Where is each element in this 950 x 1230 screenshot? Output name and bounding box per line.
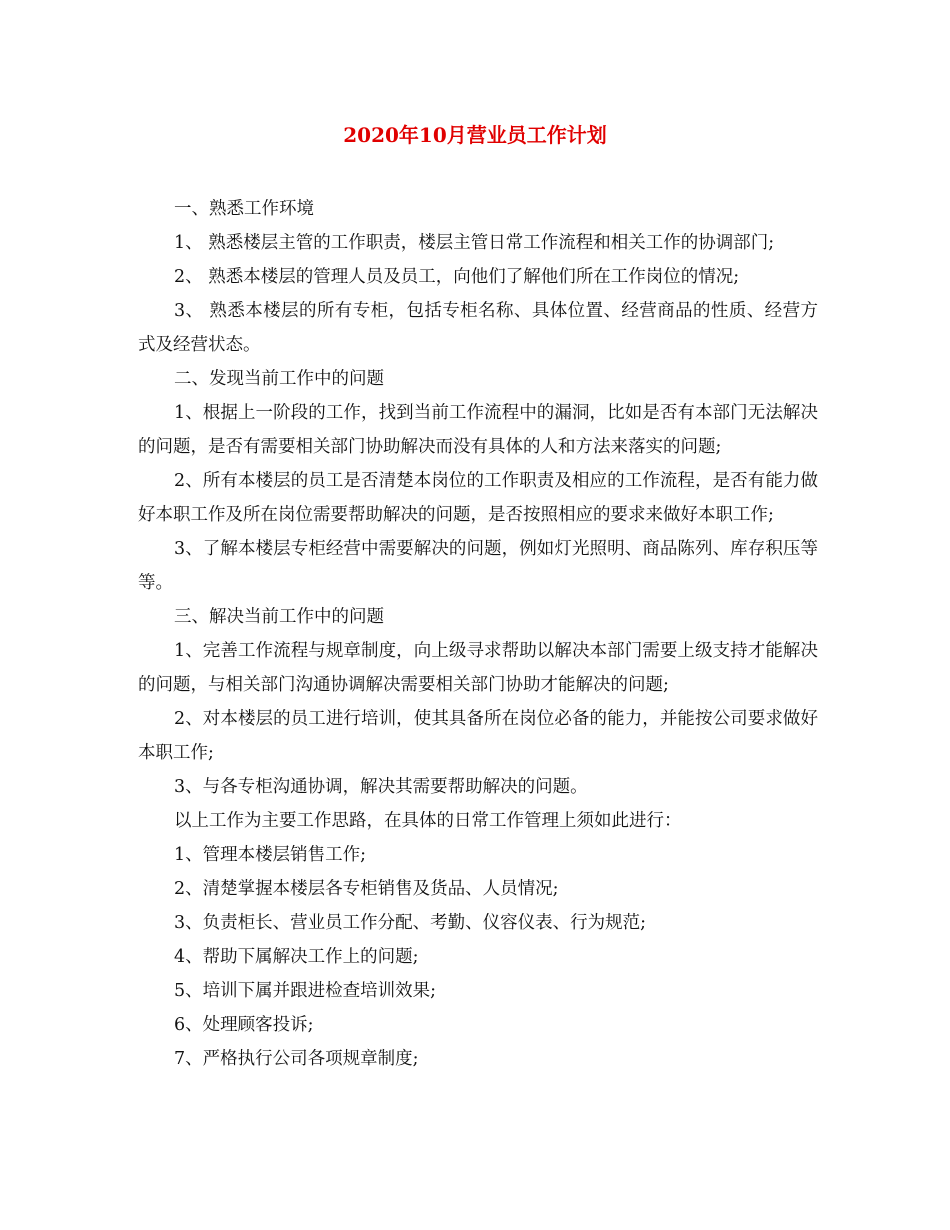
paragraph: 3、与各专柜沟通协调，解决其需要帮助解决的问题。 [174, 777, 588, 797]
paragraph: 1、完善工作流程与规章制度，向上级寻求帮助以解决本部门需要上级支持才能解决的问题，与相关部门沟通协调解决需要相关部门协助才能解决的问题; [138, 641, 818, 695]
list-item: 3、负责柜长、营业员工作分配、考勤、仪容仪表、行为规范; [174, 913, 647, 933]
paragraph: 3、了解本楼层专柜经营中需要解决的问题，例如灯光照明、商品陈列、库存积压等等。 [138, 539, 818, 593]
paragraph: 以上工作为主要工作思路，在具体的日常工作管理上须如此进行： [174, 811, 682, 831]
paragraph: 1、根据上一阶段的工作，找到当前工作流程中的漏洞，比如是否有本部门无法解决的问题，是否有需要相关部门协助解决而没有具体的人和方法来落实的问题; [138, 403, 818, 457]
list-item: 2、清楚掌握本楼层各专柜销售及货品、人员情况; [174, 879, 559, 899]
paragraph: 2、对本楼层的员工进行培训，使其具备所在岗位必备的能力，并能按公司要求做好本职工作; [138, 709, 818, 763]
list-item: 1、管理本楼层销售工作; [174, 845, 367, 865]
section-heading-1: 一、熟悉工作环境 [174, 199, 314, 219]
section-heading-2: 二、发现当前工作中的问题 [174, 369, 384, 389]
list-item: 6、处理顾客投诉; [174, 1015, 314, 1035]
list-item: 4、帮助下属解决工作上的问题; [174, 947, 419, 967]
list-item: 5、培训下属并跟进检查培训效果; [174, 981, 437, 1001]
paragraph: 2、 熟悉本楼层的管理人员及员工，向他们了解他们所在工作岗位的情况; [174, 267, 740, 287]
paragraph: 2、所有本楼层的员工是否清楚本岗位的工作职责及相应的工作流程，是否有能力做好本职工作及所在岗位需要帮助解决的问题，是否按照相应的要求来做好本职工作; [138, 471, 818, 525]
paragraph: 1、 熟悉楼层主管的工作职责，楼层主管日常工作流程和相关工作的协调部门; [174, 233, 775, 253]
document-body [138, 192, 818, 1076]
section-heading-3: 三、解决当前工作中的问题 [174, 607, 384, 627]
document-title: 2020年10月营业员工作计划 [343, 123, 607, 147]
paragraph: 3、 熟悉本楼层的所有专柜，包括专柜名称、具体位置、经营商品的性质、经营方式及经营状态。 [138, 301, 818, 355]
list-item: 7、严格执行公司各项规章制度; [174, 1049, 419, 1069]
